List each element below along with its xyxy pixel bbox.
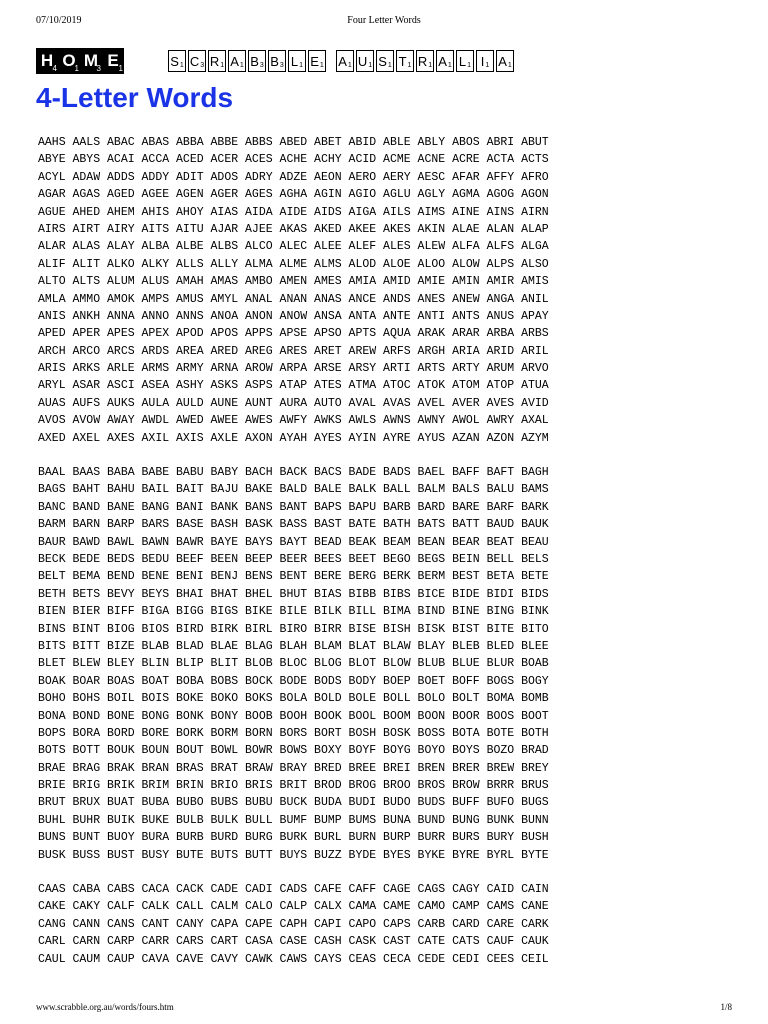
letter-tile[interactable]	[288, 50, 306, 72]
letter-tile[interactable]	[496, 50, 514, 72]
word-row: AGUE AHED AHEM AHIS AHOY AIAS AIDA AIDE AIDS AIGA AILS AIMS AINE AINS AIRN	[38, 205, 549, 219]
print-date: 07/10/2019	[36, 15, 82, 26]
word-row: BUHL BUHR BUIK BUKE BULB BULK BULL BUMF BUMP BUMS BUNA BUND BUNG BUNK BUNN	[38, 813, 549, 827]
tile-score: 1	[179, 61, 184, 69]
word-row: CAUL CAUM CAUP CAVA CAVE CAVY CAWK CAWS CAYS CEAS CECA CEDE CEDI CEES CEIL	[38, 952, 549, 966]
word-row: CAAS CABA CABS CACA CACK CADE CADI CADS CAFE CAFF CAGE CAGS CAGY CAID CAIN	[38, 883, 549, 897]
print-title: Four Letter Words	[347, 15, 421, 26]
tile-letter: R	[209, 53, 220, 69]
word-row: AIRS AIRT AIRY AITS AITU AJAR AJEE AKAS AKED AKEE AKES AKIN ALAE ALAN ALAP	[38, 222, 549, 236]
tile-score: 3	[200, 61, 205, 69]
tile-score: 1	[74, 64, 79, 73]
letter-tile[interactable]	[356, 50, 374, 72]
letter-tile[interactable]	[208, 50, 226, 72]
letter-tile[interactable]	[188, 50, 206, 72]
word-row: BRIE BRIG BRIK BRIM BRIN BRIO BRIS BRIT BROD BROG BROO BROS BROW BRRR BRUS	[38, 779, 549, 793]
word-block	[38, 134, 728, 447]
word-block	[38, 464, 728, 864]
tile-score: 1	[368, 61, 373, 69]
word-row: AAHS AALS ABAC ABAS ABBA ABBE ABBS ABED ABET ABID ABLE ABLY ABOS ABRI ABUT	[38, 136, 549, 149]
print-url: www.scrabble.org.au/words/fours.htm	[36, 1002, 174, 1012]
tile-letter: A	[338, 53, 347, 69]
tile-letter: T	[398, 53, 407, 69]
word-row: ARYL ASAR ASCI ASEA ASHY ASKS ASPS ATAP ATES ATMA ATOC ATOK ATOM ATOP ATUA	[38, 379, 549, 393]
tile-score: 3	[259, 61, 264, 69]
word-row: BRAE BRAG BRAK BRAN BRAS BRAT BRAW BRAY BRED BREE BREI BREN BRER BREW BREY	[38, 761, 549, 775]
tile-navigation	[36, 46, 524, 76]
letter-tile[interactable]	[228, 50, 246, 72]
tile-score: 1	[239, 61, 244, 69]
page-title: 4-Letter Words	[36, 82, 234, 113]
word-row: BUSK BUSS BUST BUSY BUTE BUTS BUTT BUYS BUZZ BYDE BYES BYKE BYRE BYRL BYTE	[38, 848, 549, 862]
letter-tile[interactable]	[308, 50, 326, 72]
word-row: ABYE ABYS ACAI ACCA ACED ACER ACES ACHE ACHY ACID ACME ACNE ACRE ACTA ACTS	[38, 153, 549, 167]
word-row: BITS BITT BIZE BLAB BLAD BLAE BLAG BLAH BLAM BLAT BLAW BLAY BLEB BLED BLEE	[38, 639, 549, 653]
tile-score: 1	[485, 61, 490, 69]
word-row: ARCH ARCO ARCS ARDS AREA ARED AREG ARES ARET AREW ARFS ARGH ARIA ARID ARIL	[38, 344, 549, 358]
word-row: BIEN BIER BIFF BIGA BIGG BIGS BIKE BILE BILK BILL BIMA BIND BINE BING BINK	[38, 605, 549, 619]
word-row: BOPS BORA BORD BORE BORK BORM BORN BORS BORT BOSH BOSK BOSS BOTA BOTE BOTH	[38, 726, 549, 740]
tile-letter: B	[250, 53, 259, 69]
word-row: AXED AXEL AXES AXIL AXIS AXLE AXON AYAH AYES AYIN AYRE AYUS AZAN AZON AZYM	[38, 431, 549, 445]
word-row: AGAR AGAS AGED AGEE AGEN AGER AGES AGHA AGIN AGIO AGLU AGLY AGMA AGOG AGON	[38, 188, 549, 202]
tile-letter: O	[62, 51, 76, 70]
word-row: BAUR BAWD BAWL BAWN BAWR BAYE BAYS BAYT BEAD BEAK BEAM BEAN BEAR BEAT BEAU	[38, 535, 549, 549]
word-row: BONA BOND BONE BONG BONK BONY BOOB BOOH BOOK BOOL BOOM BOON BOOR BOOS BOOT	[38, 709, 549, 723]
home-tile[interactable]	[36, 48, 58, 74]
word-row: BOTS BOTT BOUK BOUN BOUT BOWL BOWR BOWS BOXY BOYF BOYG BOYO BOYS BOZO BRAD	[38, 744, 549, 758]
word-row: ACYL ADAW ADDS ADDY ADIT ADOS ADRY ADZE AEON AERO AERY AESC AFAR AFFY AFRO	[38, 170, 549, 184]
tile-score: 1	[118, 64, 123, 73]
word-row: BECK BEDE BEDS BEDU BEEF BEEN BEEP BEER BEES BEET BEGO BEGS BEIN BELL BELS	[38, 552, 549, 566]
tile-letter: U	[357, 53, 368, 69]
home-link[interactable]	[36, 48, 124, 74]
tile-score: 1	[387, 61, 392, 69]
tile-score: 1	[467, 61, 472, 69]
letter-tile[interactable]	[456, 50, 474, 72]
word-row: BAAL BAAS BABA BABE BABU BABY BACH BACK BACS BADE BADS BAEL BAFF BAFT BAGH	[38, 466, 549, 480]
tile-score: 1	[407, 61, 412, 69]
letter-tile[interactable]	[336, 50, 354, 72]
letter-tile[interactable]	[248, 50, 266, 72]
tile-score: 1	[347, 61, 352, 69]
tile-letter: L	[458, 53, 467, 69]
word-row: BLET BLEW BLEY BLIN BLIP BLIT BLOB BLOC BLOG BLOT BLOW BLUB BLUE BLUR BOAB	[38, 657, 549, 671]
word-row: BINS BINT BIOG BIOS BIRD BIRK BIRL BIRO BIRR BISE BISH BISK BIST BITE BITO	[38, 622, 549, 636]
tile-letter: A	[498, 53, 507, 69]
tile-score: 1	[319, 61, 324, 69]
tile-letter: I	[480, 53, 485, 69]
tile-letter: L	[290, 53, 299, 69]
tile-letter: A	[230, 53, 239, 69]
word-row: BELT BEMA BEND BENE BENI BENJ BENS BENT BERE BERG BERK BERM BEST BETA BETE	[38, 570, 549, 584]
letter-tile[interactable]	[436, 50, 454, 72]
word-row: ALAR ALAS ALAY ALBA ALBE ALBS ALCO ALEC ALEE ALEF ALES ALEW ALFA ALFS ALGA	[38, 240, 549, 254]
letter-tile[interactable]	[416, 50, 434, 72]
letter-tile[interactable]	[168, 50, 186, 72]
word-block	[38, 881, 728, 968]
letter-tile[interactable]	[476, 50, 494, 72]
tile-score: 1	[507, 61, 512, 69]
tile-score: 1	[299, 61, 304, 69]
tile-letter: S	[378, 53, 387, 69]
tile-letter: E	[310, 53, 319, 69]
tile-letter: E	[107, 51, 119, 70]
word-row: ARIS ARKS ARLE ARMS ARMY ARNA AROW ARPA ARSE ARSY ARTI ARTS ARTY ARUM ARVO	[38, 362, 549, 376]
home-tile[interactable]	[102, 48, 124, 74]
tile-letter: R	[417, 53, 428, 69]
tile-letter: S	[170, 53, 179, 69]
print-footer	[36, 1002, 732, 1016]
word-row: BARM BARN BARP BARS BASE BASH BASK BASS BAST BATE BATH BATS BATT BAUD BAUK	[38, 518, 549, 532]
word-list	[38, 134, 728, 985]
tile-letter: A	[438, 53, 447, 69]
tile-letter: H	[40, 51, 54, 70]
word-row: ANIS ANKH ANNA ANNO ANNS ANOA ANON ANOW ANSA ANTA ANTE ANTI ANTS ANUS APAY	[38, 309, 549, 323]
word-row: BUNS BUNT BUOY BURA BURB BURD BURG BURK BURL BURN BURP BURR BURS BURY BUSH	[38, 831, 549, 845]
word-row: BOAK BOAR BOAS BOAT BOBA BOBS BOCK BODE BODS BODY BOEP BOET BOFF BOGS BOGY	[38, 674, 549, 688]
word-row: AMLA AMMO AMOK AMPS AMUS AMYL ANAL ANAN ANAS ANCE ANDS ANES ANEW ANGA ANIL	[38, 292, 549, 306]
print-header	[36, 15, 732, 31]
tile-score: 1	[220, 61, 225, 69]
tile-score: 3	[96, 64, 101, 73]
word-row: BOHO BOHS BOIL BOIS BOKE BOKO BOKS BOLA BOLD BOLE BOLL BOLO BOLT BOMA BOMB	[38, 692, 549, 706]
scrabble-australia-link[interactable]	[168, 50, 328, 72]
word-row: CANG CANN CANS CANT CANY CAPA CAPE CAPH CAPI CAPO CAPS CARB CARD CARE CARK	[38, 917, 549, 931]
tile-score: 3	[279, 61, 284, 69]
tile-letter: C	[189, 53, 200, 69]
word-row: AVOS AVOW AWAY AWDL AWED AWEE AWES AWFY AWKS AWLS AWNS AWNY AWOL AWRY AXAL	[38, 414, 549, 428]
word-row: CAKE CAKY CALF CALK CALL CALM CALO CALP CALX CAMA CAME CAMO CAMP CAMS CANE	[38, 900, 549, 914]
page-number: 1/8	[720, 1002, 732, 1012]
letter-tile[interactable]	[376, 50, 394, 72]
tile-score: 4	[52, 64, 57, 73]
word-row: BAGS BAHT BAHU BAIL BAIT BAJU BAKE BALD BALE BALK BALL BALM BALS BALU BAMS	[38, 483, 549, 497]
tile-score: 1	[428, 61, 433, 69]
home-tile[interactable]	[80, 48, 102, 74]
word-row: CARL CARN CARP CARR CARS CART CASA CASE CASH CASK CAST CATE CATS CAUF CAUK	[38, 935, 549, 949]
word-row: BETH BETS BEVY BEYS BHAI BHAT BHEL BHUT BIAS BIBB BIBS BICE BIDE BIDI BIDS	[38, 587, 549, 601]
letter-tile[interactable]	[396, 50, 414, 72]
word-row: AUAS AUFS AUKS AULA AULD AUNE AUNT AURA AUTO AVAL AVAS AVEL AVER AVES AVID	[38, 396, 549, 410]
tile-score: 1	[447, 61, 452, 69]
tile-letter: B	[270, 53, 279, 69]
word-row: BANC BAND BANE BANG BANI BANK BANS BANT BAPS BAPU BARB BARD BARE BARF BARK	[38, 500, 549, 514]
word-row: APED APER APES APEX APOD APOS APPS APSE APSO APTS AQUA ARAK ARAR ARBA ARBS	[38, 327, 549, 341]
scrabble-australia-link-word[interactable]	[336, 50, 516, 72]
word-row: ALTO ALTS ALUM ALUS AMAH AMAS AMBO AMEN AMES AMIA AMID AMIE AMIN AMIR AMIS	[38, 275, 549, 289]
home-tile[interactable]	[58, 48, 80, 74]
word-row: BRUT BRUX BUAT BUBA BUBO BUBS BUBU BUCK BUDA BUDI BUDO BUDS BUFF BUFO BUGS	[38, 796, 549, 810]
tile-letter: M	[83, 51, 99, 70]
word-row: ALIF ALIT ALKO ALKY ALLS ALLY ALMA ALME ALMS ALOD ALOE ALOO ALOW ALPS ALSO	[38, 257, 549, 271]
letter-tile[interactable]	[268, 50, 286, 72]
